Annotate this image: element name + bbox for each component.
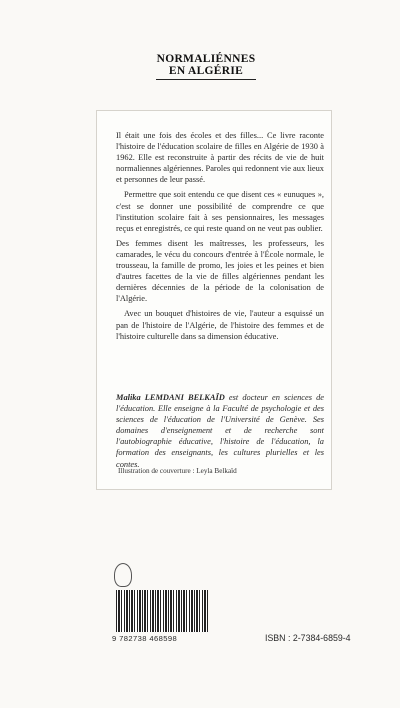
blurb [116, 130, 324, 346]
title-line-2: EN ALGÉRIE [168, 65, 244, 77]
blurb-paragraph-3: Des femmes disent les maîtresses, les professeurs, les camarades, le vécu du concours d'entrée à l'École normale, le trousseau, la famille de promo, les joies et les peines et bien d'autres facettes de la vie de filles algériennes pendant les dernières décennies de la période de la colonisation de l'Algérie. [116, 238, 324, 304]
barcode [116, 590, 208, 632]
author-bio [116, 392, 324, 470]
author-name: Malika LEMDANI BELKAÏD [116, 393, 225, 402]
barcode-number: 9 782738 468598 [112, 634, 178, 643]
title-underline [156, 79, 256, 80]
illustration-credit: Illustration de couverture : Leyla Belkaïd [118, 467, 237, 475]
author-bio-text: est docteur en sciences de l'éducation. Elle enseigne à la Faculté de psychologie et des sciences de l'éducation de l'Université de Genève. Ses domaines d'enseignement et de recherche sont l'autobiographie éducative, l'histoire de l'éducation, la formation des enseignants, les cultures plurielles et les contes. [116, 393, 324, 469]
blurb-paragraph-4: Avec un bouquet d'histoires de vie, l'auteur a esquissé un pan de l'histoire de l'Algérie, de l'histoire des femmes et de l'histoire culturelle dans sa dimension éducative. [116, 309, 324, 341]
book-title [150, 53, 262, 80]
isbn: ISBN : 2-7384-6859-4 [265, 633, 351, 643]
blurb-paragraph-1: Il était une fois des écoles et des filles... Ce livre raconte l'histoire de l'éducation scolaire de filles en Algérie de 1930 à 1962. Elle est reconstruite à partir des récits de vie de huit normaliennes algériennes. Paroles qui redonnent vie aux lieux et personnes de leur passé. [116, 131, 324, 185]
title-line-1: NORMALIÉNNES [156, 53, 256, 65]
blurb-paragraph-2: Permettre que soit entendu ce que disent ces « eunuques », c'est se donner une possibilité de comprendre ce que l'institution scolaire fait à ses pensionnaires, les messages reçus et enregistrés, ce qui reste quand on ne veut pas oublier. [116, 190, 324, 233]
publisher-logo-icon [114, 563, 132, 587]
